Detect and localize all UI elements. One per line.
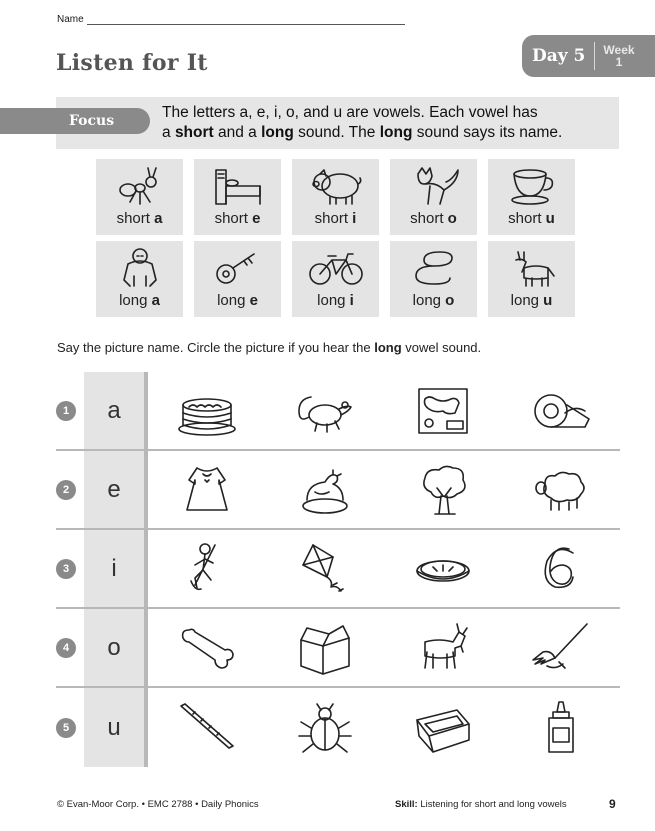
mop-icon[interactable]	[529, 620, 593, 676]
ant-icon	[110, 164, 170, 208]
row-letter: i	[84, 530, 146, 607]
row-number: 2	[56, 480, 76, 500]
vowel-card-short-o	[390, 159, 477, 235]
page-number: 9	[609, 797, 616, 811]
vowel-card-label: short e	[214, 210, 261, 227]
row-number: 5	[56, 718, 76, 738]
footer-skill: Skill: Listening for short and long vowels	[395, 799, 567, 810]
vowel-card-long-i	[292, 241, 379, 317]
day-week-tab	[522, 35, 655, 77]
name-line	[57, 14, 405, 25]
cake-icon[interactable]	[175, 383, 239, 439]
hen-icon[interactable]	[293, 462, 357, 518]
map-icon[interactable]	[411, 383, 475, 439]
rope-icon	[404, 246, 464, 290]
vowel-card-label: short a	[116, 210, 163, 227]
exercise-row-5	[56, 688, 620, 767]
fox-icon	[404, 164, 464, 208]
pig-icon	[306, 164, 366, 208]
vowel-card-short-i	[292, 159, 379, 235]
letter-column-divider	[146, 372, 148, 767]
vowel-card-label: long o	[412, 292, 455, 309]
focus-text: The letters a, e, i, o, and u are vowels. Each vowel has a short and a long sound. The long sound says its name.	[162, 104, 563, 141]
kite-icon[interactable]	[293, 541, 357, 597]
dress-icon[interactable]	[175, 462, 239, 518]
bug-icon[interactable]	[293, 700, 357, 756]
vowel-card-short-a	[96, 159, 183, 235]
exercise-row-1	[56, 372, 620, 451]
page-title: Listen for It	[56, 50, 208, 76]
name-blank[interactable]	[87, 15, 405, 25]
row-number: 3	[56, 559, 76, 579]
vowel-card-long-o	[390, 241, 477, 317]
mule-icon	[502, 246, 562, 290]
row-letter: u	[84, 688, 146, 767]
row-letter: e	[84, 451, 146, 528]
vowel-card-label: long a	[119, 292, 160, 309]
vowel-card-label: long u	[510, 292, 553, 309]
exercise-row-3	[56, 530, 620, 609]
bed-icon	[208, 164, 268, 208]
six-icon[interactable]	[529, 541, 593, 597]
vowel-card-grid	[96, 159, 575, 317]
vowel-card-long-u	[488, 241, 575, 317]
key-icon	[208, 246, 268, 290]
vowel-card-label: long i	[317, 292, 354, 309]
week-label: Week 1	[603, 43, 635, 69]
glue-icon[interactable]	[529, 700, 593, 756]
vowel-card-short-u	[488, 159, 575, 235]
vowel-card-label: short u	[508, 210, 555, 227]
exercise-row-2	[56, 451, 620, 530]
instructions: Say the picture name. Circle the picture if you hear the long vowel sound.	[57, 340, 482, 355]
row-letter: o	[84, 609, 146, 686]
box-icon[interactable]	[293, 620, 357, 676]
vowel-card-long-e	[194, 241, 281, 317]
row-letter: a	[84, 372, 146, 449]
cup-icon	[502, 164, 562, 208]
exercise-row-4	[56, 609, 620, 688]
pie-icon[interactable]	[411, 541, 475, 597]
exercise-rows	[56, 372, 620, 767]
flute-icon[interactable]	[175, 700, 239, 756]
focus-tab: Focus	[0, 108, 150, 134]
name-label: Name	[57, 14, 84, 25]
tree-icon[interactable]	[411, 462, 475, 518]
vowel-card-label: short o	[410, 210, 457, 227]
tub-icon[interactable]	[411, 700, 475, 756]
goat-icon[interactable]	[411, 620, 475, 676]
row-number: 4	[56, 638, 76, 658]
row-number: 1	[56, 401, 76, 421]
rat-icon[interactable]	[293, 383, 357, 439]
ape-icon	[110, 246, 170, 290]
vowel-card-label: long e	[217, 292, 258, 309]
bone-icon[interactable]	[175, 620, 239, 676]
footer-copyright: © Evan-Moor Corp. • EMC 2788 • Daily Phonics	[57, 799, 259, 810]
bike-icon	[306, 246, 366, 290]
sheep-icon[interactable]	[529, 462, 593, 518]
vowel-card-label: short i	[314, 210, 357, 227]
vowel-card-short-e	[194, 159, 281, 235]
vowel-card-long-a	[96, 241, 183, 317]
tape-icon[interactable]	[529, 383, 593, 439]
digging-boy-icon[interactable]	[175, 541, 239, 597]
day-label: Day 5	[532, 46, 586, 66]
